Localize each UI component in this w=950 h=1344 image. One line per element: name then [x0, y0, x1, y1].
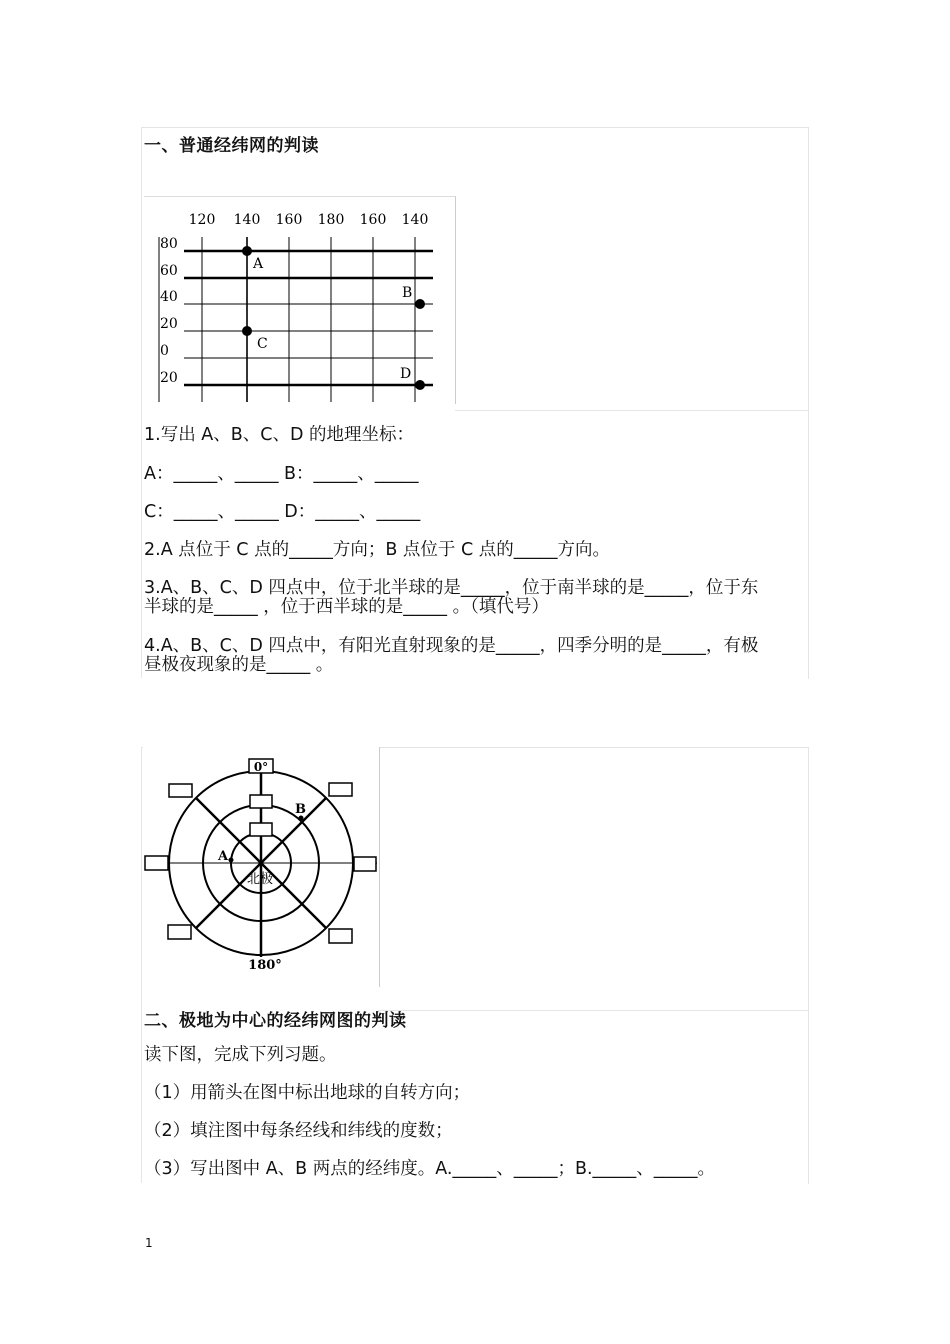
grid-top-label: 180	[317, 212, 345, 228]
section2-question-1: （1）用箭头在图中标出地球的自转方向；	[144, 1083, 471, 1103]
grid-top-label: 120	[188, 212, 216, 228]
north-pole-label: 北极	[246, 872, 274, 887]
grid-point-marker	[415, 380, 425, 390]
label-box-lat-outer	[250, 795, 272, 808]
label-180-degree: 180°	[248, 958, 282, 973]
label-box-left	[145, 856, 168, 870]
label-box-right	[354, 857, 376, 871]
grid-point-label: B	[402, 285, 413, 301]
section2-instruction: 读下图，完成下列习题。	[144, 1045, 337, 1065]
label-box-lat-inner	[250, 823, 272, 836]
section1-left-rule	[141, 127, 142, 678]
question-4-line2: 昼极夜现象的是_____ 。	[144, 655, 334, 675]
label-0-degree: 0°	[253, 760, 269, 774]
grid-left-label: 20	[160, 316, 178, 332]
grid-top-label: 140	[233, 212, 261, 228]
label-box-lower-left	[168, 925, 191, 939]
section2-divider	[378, 1010, 808, 1011]
grid-top-label: 160	[275, 212, 303, 228]
polar-diagram	[143, 747, 379, 987]
label-box-upper-left	[169, 784, 192, 797]
grid-left-label: 0	[160, 343, 169, 359]
grid-diagram	[144, 197, 455, 404]
point-a-label: A	[218, 849, 229, 864]
question-3-line1: 3.A、B、C、D 四点中，位于北半球的是_____，位于南半球的是_____，位于东	[144, 578, 759, 598]
polar-grid-figure	[143, 747, 380, 987]
grid-point-marker	[242, 246, 252, 256]
section1-heading: 一、普通经纬网的判读	[144, 136, 319, 156]
question-1-ab: A：_____、_____ B：_____、_____	[144, 464, 419, 484]
question-3-line2: 半球的是_____ ，位于西半球的是_____ 。（填代号）	[144, 597, 549, 617]
question-4-line1: 4.A、B、C、D 四点中，有阳光直射现象的是_____，四季分明的是_____，有极	[144, 636, 759, 656]
grid-point-label: C	[257, 336, 268, 352]
label-box-upper-right	[329, 783, 352, 796]
page-number: 1	[145, 1236, 153, 1250]
question-2: 2.A 点位于 C 点的_____方向；B 点位于 C 点的_____方向。	[144, 540, 610, 560]
section1-divider	[455, 410, 808, 411]
grid-left-label: 60	[160, 263, 178, 279]
lat-lon-grid-figure	[144, 196, 456, 404]
grid-point-label: D	[400, 366, 412, 382]
grid-left-label: 80	[160, 236, 178, 252]
point-a-marker	[229, 858, 234, 863]
section2-heading: 二、极地为中心的经纬网图的判读	[144, 1011, 407, 1031]
grid-left-label: 20	[160, 370, 178, 386]
section2-question-3: （3）写出图中 A、B 两点的经纬度。A._____、_____；B._____、_____。	[144, 1159, 716, 1179]
section2-question-2: （2）填注图中每条经线和纬线的度数；	[144, 1121, 453, 1141]
label-box-lower-right	[329, 929, 352, 943]
grid-left-label: 40	[160, 289, 178, 305]
grid-point-marker	[242, 326, 252, 336]
grid-point-label: A	[253, 256, 264, 272]
grid-point-marker	[415, 299, 425, 309]
question-1-prompt: 1.写出 A、B、C、D 的地理坐标：	[144, 425, 414, 445]
point-b-label: B	[295, 802, 306, 817]
section2-left-rule	[141, 747, 142, 1183]
grid-top-label: 140	[401, 212, 429, 228]
grid-top-label: 160	[359, 212, 387, 228]
question-1-cd: C：_____、_____ D：_____、_____	[144, 502, 421, 522]
